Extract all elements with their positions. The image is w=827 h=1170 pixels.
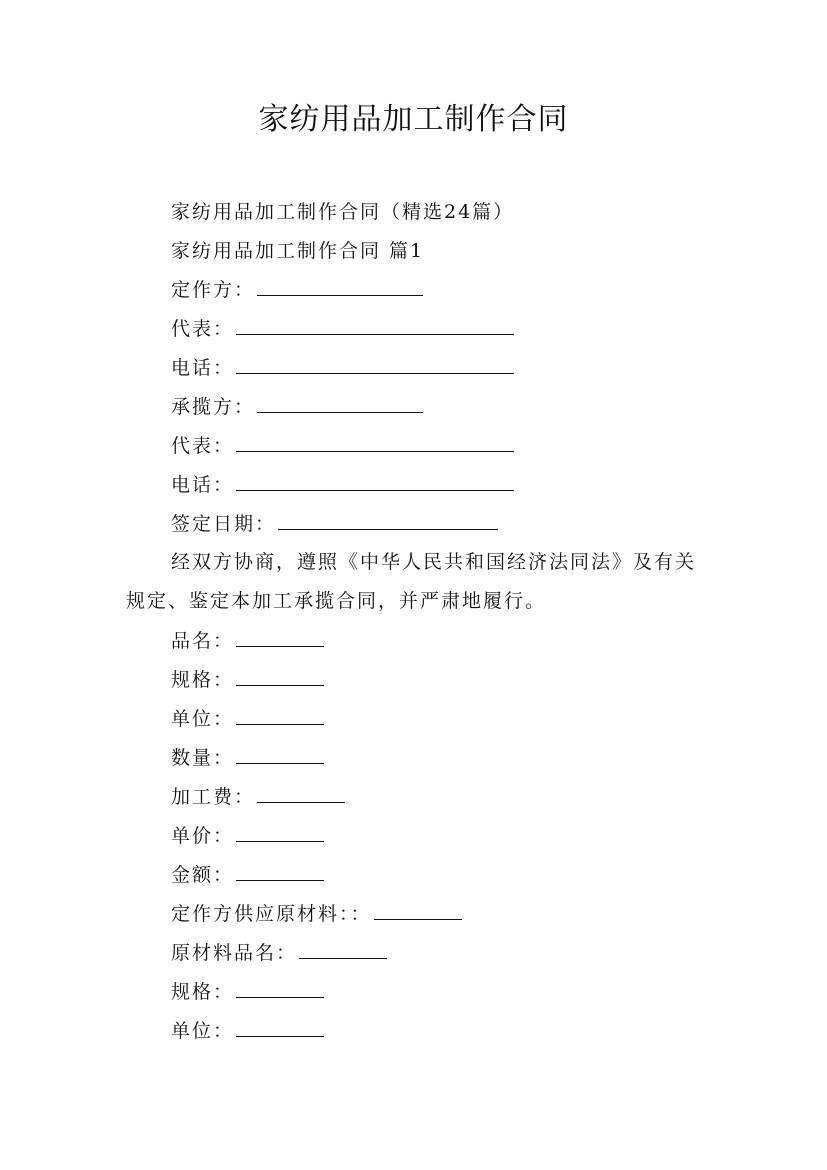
party-a-blank xyxy=(257,277,423,296)
unit-label: 单位： xyxy=(171,708,235,730)
processing-fee-blank xyxy=(257,784,345,803)
material-name-blank xyxy=(299,940,387,959)
processing-fee-label: 加工费： xyxy=(171,786,256,808)
rep-a-label: 代表： xyxy=(171,318,235,340)
phone-b-blank xyxy=(236,472,514,491)
rep-a-blank xyxy=(236,316,514,335)
phone-b-label: 电话： xyxy=(171,474,235,496)
material-name-line xyxy=(171,940,387,966)
party-b-blank xyxy=(257,394,423,413)
phone-b-line xyxy=(171,472,514,498)
material-spec-label: 规格： xyxy=(171,981,235,1003)
party-a-label: 定作方： xyxy=(171,279,256,301)
material-spec-line xyxy=(171,979,324,1005)
rep-b-blank xyxy=(236,433,514,452)
amount-blank xyxy=(236,862,324,881)
sign-date-label: 签定日期： xyxy=(171,513,277,535)
amount-line xyxy=(171,862,324,888)
sign-date-line xyxy=(171,511,498,537)
spec-blank xyxy=(236,667,324,686)
party-a-line xyxy=(171,277,423,303)
rep-b-label: 代表： xyxy=(171,435,235,457)
phone-a-blank xyxy=(236,355,514,374)
document-subtitle: 家纺用品加工制作合同（精选24篇） xyxy=(171,201,515,223)
unit-blank xyxy=(236,706,324,725)
intro-paragraph: 经双方协商，遵照《中华人民共和国经济法同法》及有关规定、鉴定本加工承揽合同，并严肃地履行。 xyxy=(126,551,697,612)
party-b-line xyxy=(171,394,423,420)
processing-fee-line xyxy=(171,784,345,810)
material-supply-label: 定作方供应原材料：： xyxy=(171,903,372,925)
material-spec-blank xyxy=(236,979,324,998)
material-unit-label: 单位： xyxy=(171,1020,235,1042)
product-name-blank xyxy=(236,628,324,647)
material-name-label: 原材料品名： xyxy=(171,942,298,964)
rep-b-line xyxy=(171,433,514,459)
quantity-line xyxy=(171,745,324,771)
sign-date-blank xyxy=(278,511,498,530)
rep-a-line xyxy=(171,316,514,342)
section-heading: 家纺用品加工制作合同 篇1 xyxy=(171,240,425,262)
party-b-label: 承揽方： xyxy=(171,396,256,418)
quantity-blank xyxy=(236,745,324,764)
spec-line xyxy=(171,667,324,693)
material-unit-line xyxy=(171,1018,324,1044)
unit-line xyxy=(171,706,324,732)
phone-a-label: 电话： xyxy=(171,357,235,379)
document-title: 家纺用品加工制作合同 xyxy=(258,102,569,137)
material-supply-blank xyxy=(374,901,462,920)
quantity-label: 数量： xyxy=(171,747,235,769)
unit-price-line xyxy=(171,823,324,849)
amount-label: 金额： xyxy=(171,864,235,886)
spec-label: 规格： xyxy=(171,669,235,691)
material-supply-line xyxy=(171,901,462,927)
unit-price-blank xyxy=(236,823,324,842)
phone-a-line xyxy=(171,355,514,381)
product-name-label: 品名： xyxy=(171,630,235,652)
material-unit-blank xyxy=(236,1018,324,1037)
product-name-line xyxy=(171,628,324,654)
unit-price-label: 单价： xyxy=(171,825,235,847)
